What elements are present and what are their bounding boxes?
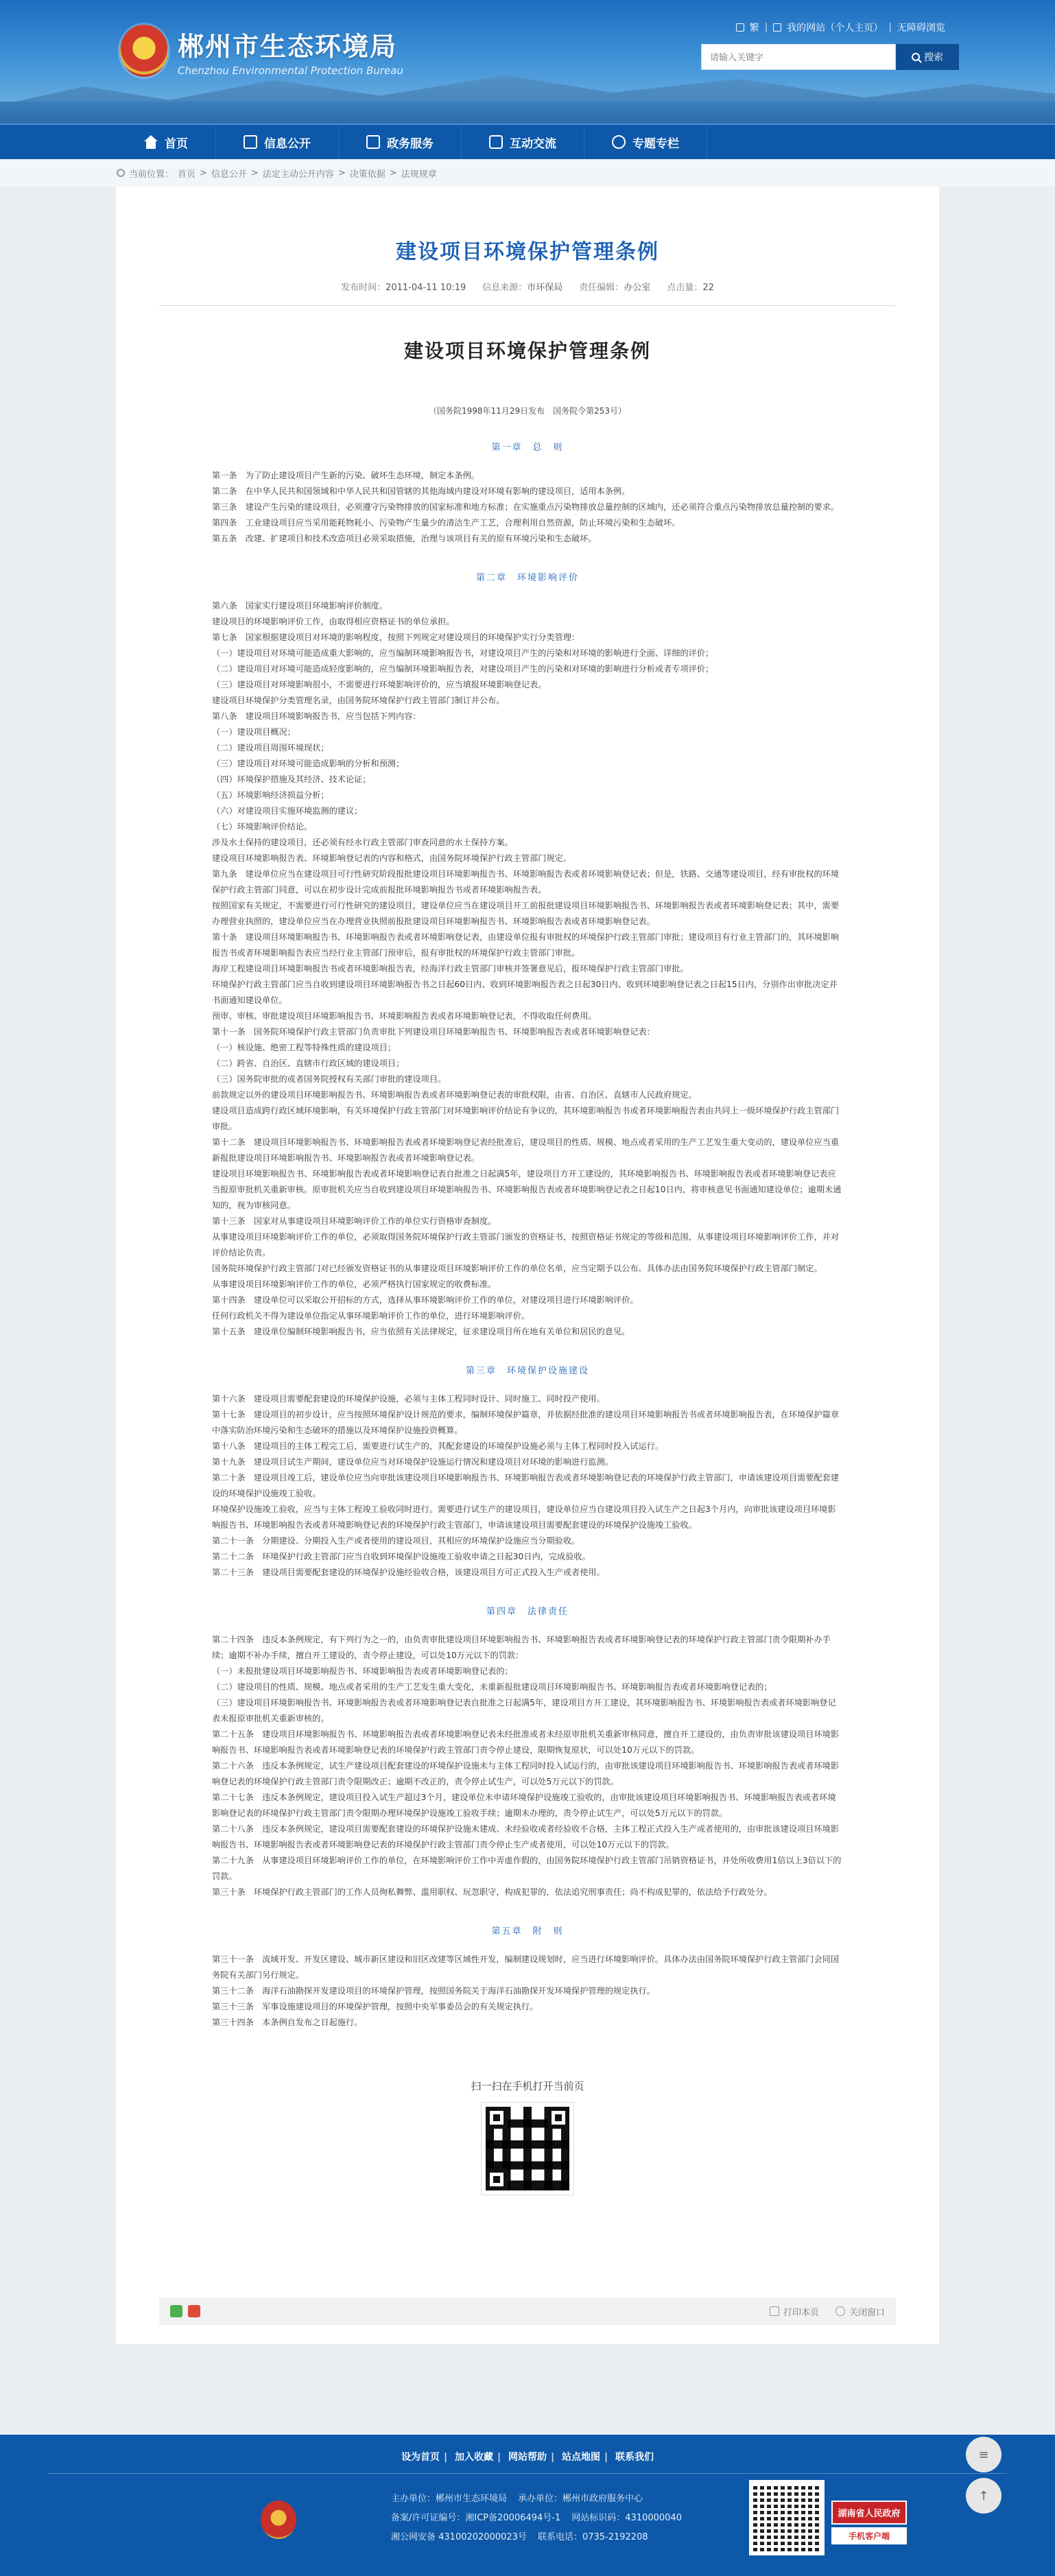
article-paragraph: 第十一条 国务院环境保护行政主管部门负责审批下列建设项目环境影响报告书、环境影响报告表或者环境影响登记表：: [212, 1027, 655, 1037]
article-paragraph: 第十条 建设项目环境影响报告书、环境影响报告表或者环境影响登记表，由建设单位报有审批权的环境保护行政主管部门审批；建设项目有行业主管部门的，其环境影响报告书或者环境影响报告表应当经行业主管部门预审后，报有审批权的环境保护行政主管部门审批。: [212, 932, 840, 958]
article-paragraph: 第三十二条 海洋石油勘探开发建设项目的环境保护管理，按照国务院关于海洋石油勘探开发环境保护管理的规定执行。: [212, 1986, 655, 1996]
footer-info: 主办单位：郴州市生态环境局 承办单位：郴州市政府服务中心 备案/许可证编号：湘ICP备20006494号-1 网站标识码：4310000040 湘公网安备 43100202000023号 联系电话：0735-2192208: [391, 2494, 682, 2542]
back-to-top-icon[interactable]: ↑: [966, 2478, 1001, 2514]
nav-interaction[interactable]: 互动交流: [462, 125, 584, 159]
article-paragraph: 从事建设项目环境影响评价工作的单位，必须取得国务院环境保护行政主管部门颁发的资格证书，按照资格证书规定的等级和范围，从事建设项目环境影响评价工作，并对评价结论负责。: [212, 1232, 840, 1257]
close-icon: [835, 2306, 845, 2316]
info-source: 市环保局: [527, 283, 563, 293]
qr-block: [116, 2079, 939, 2195]
nav-gov-service[interactable]: 政务服务: [339, 125, 462, 159]
article-paragraph: 第二十四条 违反本条例规定，有下列行为之一的，由负责审批建设项目环境影响报告书、环境影响报告表或者环境影响登记表的环境保护行政主管部门责令限期补办手续；逾期不补办手续，擅自开工建设的，责令停止建设，可以处10万元以下的罚款：: [212, 1635, 831, 1660]
article-paragraph: 第十六条 建设项目需要配套建设的环境保护设施，必须与主体工程同时设计、同时施工、同时投产使用。: [212, 1394, 605, 1404]
article-paragraph: 第二十八条 违反本条例规定，建设项目需要配套建设的环境保护设施未建成、未经验收或者经验收不合格，主体工程正式投入生产或者使用的，由审批该建设项目环境影响报告书、环境影响报告表或者环境影响登记表的环境保护行政主管部门责令停止生产或者使用，可以处10万元以下的罚款。: [212, 1824, 840, 1850]
edit-icon: [366, 135, 380, 149]
weibo-share-icon[interactable]: [188, 2305, 200, 2317]
article-paragraph: 第一条 为了防止建设项目产生新的污染、破坏生态环境，制定本条例。: [212, 471, 479, 480]
footer-links: 设为首页 | 加入收藏 | 网站帮助 | 站点地图 | 联系我们: [401, 2452, 654, 2463]
site-footer: [0, 2435, 1055, 2576]
article-paragraph: （七）环境影响评价结论。: [212, 822, 313, 831]
footer-link-contact[interactable]: 联系我们: [615, 2452, 654, 2463]
article-paragraph: （六）对建设项目实施环境监测的建议；: [212, 806, 363, 816]
article-paragraph: 任何行政机关不得为建设单位指定从事环境影响评价工作的单位，进行环境影响评价。: [212, 1311, 530, 1321]
location-icon: [117, 169, 125, 177]
qr-code-icon: [482, 2103, 573, 2195]
article-paragraph: 环境保护设施竣工验收，应当与主体工程竣工验收同时进行。需要进行试生产的建设项目，建设单位应当自建设项目投入试生产之日起3个月内，向审批该建设项目环境影响报告书、环境影响报告表或者环境影响登记表的环境保护行政主管部门，申请该建设项目需要配套建设的环境保护设施竣工验收。: [212, 1504, 836, 1530]
article-paragraph: 前款规定以外的建设项目环境影响报告书、环境影响报告表或者环境影响登记表的审批权限，由省、自治区、直辖市人民政府规定。: [212, 1090, 697, 1100]
article-paragraph: 第九条 建设单位应当在建设项目可行性研究阶段报批建设项目环境影响报告书、环境影响报告表或者环境影响登记表；但是，铁路、交通等建设项目，经有审批权的环境保护行政主管部门同意，可以在初步设计完成前报批环境影响报告书或者环境影响报告表。: [212, 869, 840, 895]
article-paragraph: （五）环境影响经济损益分析；: [212, 790, 329, 800]
site-name: 郴州市生态环境局: [178, 30, 398, 62]
article-paragraph: （一）核设施、绝密工程等特殊性质的建设项目；: [212, 1043, 396, 1052]
article-paragraph: 第三十四条 本条例自发布之日起施行。: [212, 2018, 363, 2027]
site-header: [0, 0, 1055, 123]
article-container: [116, 187, 939, 2344]
article-paragraph: 第二十六条 违反本条例规定，试生产建设项目配套建设的环境保护设施未与主体工程同时投入试运行的，由审批该建设项目环境影响报告书、环境影响报告表或者环境影响登记表的环境保护行政主管部门责令限期改正；逾期不改正的，责令停止试生产，可以处5万元以下的罚款。: [212, 1761, 840, 1786]
article-paragraph: 第二条 在中华人民共和国领域和中华人民共和国管辖的其他海域内建设对环境有影响的建设项目，适用本条例。: [212, 486, 630, 496]
party-gov-badge-icon[interactable]: [261, 2501, 296, 2539]
article-title: 建设项目环境保护管理条例: [396, 240, 659, 264]
article-paragraph: （二）建设项目周围环境现状；: [212, 743, 329, 753]
main-nav: [0, 123, 1055, 159]
site-name-en: Chenzhou Environmental Protection Bureau: [178, 64, 403, 77]
nav-home[interactable]: 首页: [117, 125, 216, 159]
share-icon[interactable]: ≡: [966, 2437, 1001, 2472]
article-paragraph: 涉及水土保持的建设项目，还必须有经水行政主管部门审查同意的水土保持方案。: [212, 838, 513, 847]
breadcrumb-item[interactable]: 法规规章: [401, 169, 437, 180]
article-paragraph: 第十三条 国家对从事建设项目环境影响评价工作的单位实行资格审查制度。: [212, 1216, 497, 1226]
article-body: [212, 336, 843, 2031]
chapter-title: 第三章 环境保护设施建设: [465, 1366, 589, 1376]
print-button[interactable]: 打印本页: [770, 2305, 819, 2318]
article-paragraph: 第十五条 建设单位编制环境影响报告书，应当依照有关法律规定，征求建设项目所在地有关单位和居民的意见。: [212, 1327, 630, 1336]
article-paragraph: 建设项目造成跨行政区域环境影响，有关环境保护行政主管部门对环境影响评价结论有争议的，其环境影响报告书或者环境影响报告表由共同上一级环境保护行政主管部门审批。: [212, 1106, 840, 1131]
breadcrumb: 当前位置： 首页 > 信息公开 > 法定主动公开内容 > 决策依据 > 法规规章: [0, 159, 1055, 187]
breadcrumb-item[interactable]: 首页: [178, 169, 196, 180]
breadcrumb-item[interactable]: 信息公开: [211, 169, 247, 180]
divider: [159, 305, 896, 306]
hunan-gov-app-badge[interactable]: 湖南省人民政府 手机客户端: [831, 2501, 907, 2544]
search-button[interactable]: 搜索: [896, 44, 959, 70]
article-paragraph: 第二十七条 违反本条例规定，建设项目投入试生产超过3个月，建设单位未申请环境保护设施竣工验收的，由审批该建设项目环境影响报告书、环境影响报告表或者环境影响登记表的环境保护行政主管部门责令限期办理环境保护设施竣工验收手续；逾期未办理的，责令停止试生产，可以处5万元以下的罚款。: [212, 1793, 836, 1818]
article-paragraph: 第四条 工业建设项目应当采用能耗物耗小、污染物产生量少的清洁生产工艺，合理利用自然资源，防止环境污染和生态破坏。: [212, 518, 680, 528]
article-paragraph: 第二十条 建设项目竣工后，建设单位应当向审批该建设项目环境影响报告书、环境影响报告表或者环境影响登记表的环境保护行政主管部门，申请该建设项目需要配套建设的环境保护设施竣工验收。: [212, 1473, 840, 1498]
national-emblem-icon: [120, 25, 168, 77]
article-paragraph: 第十二条 建设项目环境影响报告书、环境影响报告表或者环境影响登记表经批准后，建设项目的性质、规模、地点或者采用的生产工艺发生重大变动的，建设单位应当重新报批建设项目环境影响报告书、环境影响报告表或者环境影响登记表。: [212, 1137, 840, 1163]
article-paragraph: （一）建设项目概况；: [212, 727, 296, 737]
footer-link-favorite[interactable]: 加入收藏: [455, 2452, 493, 2463]
close-window-button[interactable]: 关闭窗口: [835, 2305, 885, 2318]
article-paragraph: 第十七条 建设项目的初步设计，应当按照环境保护设计规范的要求，编制环境保护篇章，并依据经批准的建设项目环境影响报告书或者环境影响报告表，在环境保护篇章中落实防治环境污染和生态破坏的措施以及环境保护设施投资概算。: [212, 1410, 840, 1435]
footer-link-homepage[interactable]: 设为首页: [401, 2452, 440, 2463]
wechat-share-icon[interactable]: [170, 2305, 182, 2317]
traditional-link[interactable]: 繁: [749, 23, 759, 34]
doc-title: 建设项目环境保护管理条例: [403, 340, 651, 362]
site-logo[interactable]: [120, 25, 403, 77]
chapter-title: 第四章 法律责任: [486, 1607, 569, 1617]
chapters: [212, 440, 843, 2031]
home-icon: [144, 135, 158, 149]
chat-icon: [489, 135, 503, 149]
footer-link-help[interactable]: 网站帮助: [508, 2452, 547, 2463]
article-paragraph: 第二十一条 分期建设、分期投入生产或者使用的建设项目，其相应的环境保护设施应当分期验收。: [212, 1536, 580, 1546]
article-paragraph: 第十九条 建设项目试生产期间，建设单位应当对环境保护设施运行情况和建设项目对环境的影响进行监测。: [212, 1457, 613, 1467]
article-paragraph: 第三十条 环境保护行政主管部门的工作人员徇私舞弊、滥用职权、玩忽职守，构成犯罪的，依法追究刑事责任；尚不构成犯罪的，依法给予行政处分。: [212, 1887, 772, 1897]
user-icon: [773, 23, 781, 32]
footer-qr-code-icon: [749, 2480, 825, 2555]
article-paragraph: 第八条 建设项目环境影响报告书，应当包括下列内容：: [212, 711, 421, 721]
nav-topics[interactable]: 专题专栏: [584, 125, 707, 159]
article-paragraph: 建设项目的环境影响评价工作，由取得相应资格证书的单位承担。: [212, 617, 455, 626]
article-toolbar: [159, 2297, 896, 2325]
topic-icon: [612, 135, 626, 149]
search-icon: [912, 53, 920, 61]
chapter-title: 第一章 总 则: [491, 442, 564, 453]
article-paragraph: （三）建设项目对环境影响很小，不需要进行环境影响评价的，应当填报环境影响登记表。: [212, 680, 547, 689]
breadcrumb-item[interactable]: 法定主动公开内容: [262, 169, 334, 180]
chapter-title: 第二章 环境影响评价: [475, 573, 579, 583]
search-box: [701, 44, 959, 70]
article-paragraph: （一）未报批建设项目环境影响报告书、环境影响报告表或者环境影响登记表的；: [212, 1666, 513, 1676]
article-paragraph: 第十八条 建设项目的主体工程完工后，需要进行试生产的，其配套建设的环境保护设施必须与主体工程同时投入试运行。: [212, 1441, 664, 1451]
traditional-icon: [736, 23, 744, 32]
editor: 办公室: [624, 283, 651, 293]
article-paragraph: 第三十三条 军事设施建设项目的环境保护管理，按照中央军事委员会的有关规定执行。: [212, 2002, 538, 2011]
qr-label: 扫一扫在手机打开当前页: [471, 2080, 584, 2092]
accessibility-link[interactable]: 无障碍浏览: [897, 23, 945, 34]
nav-info-public[interactable]: 信息公开: [216, 125, 339, 159]
article-paragraph: （三）国务院审批的或者国务院授权有关部门审批的建设项目。: [212, 1074, 447, 1084]
article-paragraph: 第七条 国家根据建设项目对环境的影响程度，按照下列规定对建设项目的环境保护实行分类管理：: [212, 633, 580, 642]
chapter-title: 第五章 附 则: [491, 1926, 564, 1937]
breadcrumb-item[interactable]: 决策依据: [349, 169, 386, 180]
article-paragraph: （一）建设项目对环境可能造成重大影响的，应当编制环境影响报告书，对建设项目产生的污染和对环境的影响进行全面、详细的评价；: [212, 648, 714, 658]
article-paragraph: 第二十二条 环境保护行政主管部门应当自收到环境保护设施竣工验收申请之日起30日内，完成验收。: [212, 1552, 591, 1561]
article-paragraph: 第二十三条 建设项目需要配套建设的环境保护设施经验收合格，该建设项目方可正式投入生产或者使用。: [212, 1568, 605, 1577]
article-paragraph: 第六条 国家实行建设项目环境影响评价制度。: [212, 601, 388, 611]
article-paragraph: 第二十九条 从事建设项目环境影响评价工作的单位，在环境影响评价工作中弄虚作假的，由国务院环境保护行政主管部门吊销资格证书，并处所收费用1倍以上3倍以下的罚款。: [212, 1856, 842, 1881]
article-paragraph: 第三条 建设产生污染的建设项目，必须遵守污染物排放的国家标准和地方标准；在实施重点污染物排放总量控制的区域内，还必须符合重点污染物排放总量控制的要求。: [212, 502, 840, 512]
document-icon: [244, 135, 257, 149]
article-paragraph: 按照国家有关规定，不需要进行可行性研究的建设项目，建设单位应当在建设项目开工前报批建设项目环境影响报告书、环境影响报告表或者环境影响登记表；其中，需要办理营业执照的，建设单位应当在办理营业执照前报批建设项目环境影响报告书、环境影响报告表或者环境影响登记表。: [212, 901, 840, 926]
article-paragraph: 第三十一条 流域开发、开发区建设、城市新区建设和旧区改建等区域性开发，编制建设规划时，应当进行环境影响评价。具体办法由国务院环境保护行政主管部门会同国务院有关部门另行规定。: [212, 1954, 840, 1980]
doc-subtitle: （国务院1998年11月29日发布 国务院令第253号）: [429, 406, 626, 416]
article-paragraph: （二）建设项目的性质、规模、地点或者采用的生产工艺发生重大变化，未重新报批建设项目环境影响报告书、环境影响报告表或者环境影响登记表的；: [212, 1682, 772, 1692]
article-paragraph: 预审、审核、审批建设项目环境影响报告书、环境影响报告表或者环境影响登记表，不得收取任何费用。: [212, 1011, 597, 1021]
article-paragraph: （三）建设项目对环境可能造成影响的分析和预测；: [212, 759, 405, 768]
footer-link-sitemap[interactable]: 站点地图: [562, 2452, 600, 2463]
top-links: 繁 | 我的网站（个人主页） | 无障碍浏览: [736, 21, 945, 34]
article-paragraph: 国务院环境保护行政主管部门对已经颁发资格证书的从事建设项目环境影响评价工作的单位名单，应当定期予以公布。具体办法由国务院环境保护行政主管部门制定。: [212, 1264, 822, 1273]
article-paragraph: 建设项目环境影响报告表、环境影响登记表的内容和格式，由国务院环境保护行政主管部门规定。: [212, 853, 572, 863]
publish-time: 2011-04-11 10:19: [386, 283, 466, 293]
share-buttons: [170, 2305, 200, 2317]
article-paragraph: 第十四条 建设单位可以采取公开招标的方式，选择从事环境影响评价工作的单位，对建设项目进行环境影响评价。: [212, 1295, 639, 1305]
print-icon: [770, 2306, 779, 2316]
article-paragraph: 海岸工程建设项目环境影响报告书或者环境影响报告表，经海洋行政主管部门审核并签署意见后，报环境保护行政主管部门审批。: [212, 964, 689, 973]
article-paragraph: 建设项目环境保护分类管理名录，由国务院环境保护行政主管部门制订并公布。: [212, 696, 505, 705]
article-paragraph: （二）建设项目对环境可能造成轻度影响的，应当编制环境影响报告表，对建设项目产生的污染和对环境的影响进行分析或者专项评价；: [212, 664, 714, 674]
article-paragraph: 环境保护行政主管部门应当自收到建设项目环境影响报告书之日起60日内、收到环境影响报告表之日起30日内、收到环境影响登记表之日起15日内，分别作出审批决定并书面通知建设单位。: [212, 980, 838, 1005]
footer-divider: [48, 2473, 1007, 2474]
article-paragraph: （二）跨省、自治区、直辖市行政区域的建设项目；: [212, 1059, 405, 1068]
article-paragraph: 从事建设项目环境影响评价工作的单位，必须严格执行国家规定的收费标准。: [212, 1279, 497, 1289]
article-paragraph: （四）环境保护措施及其经济、技术论证；: [212, 775, 371, 784]
hit-count: 22: [702, 283, 714, 293]
article-paragraph: 建设项目环境影响报告书、环境影响报告表或者环境影响登记表自批准之日起满5年，建设项目方开工建设的，其环境影响报告书、环境影响报告表或者环境影响登记表应当报原审批机关重新审核。原审批机关应当自收到建设项目环境影响报告书、环境影响报告表或者环境影响登记表之日起10日内，将审核意见书面通知建设单位；逾期未通知的，视为审核同意。: [212, 1169, 842, 1210]
side-tools: [966, 2437, 1001, 2514]
article-paragraph: 第五条 改建、扩建项目和技术改造项目必须采取措施，治理与该项目有关的原有环境污染和生态破坏。: [212, 534, 597, 543]
article-meta: 发布时间：2011-04-11 10:19 信息来源：市环保局 责任编辑：办公室 点击量：22: [341, 283, 714, 293]
article-paragraph: 第二十五条 建设项目环境影响报告书、环境影响报告表或者环境影响登记表未经批准或者未经原审批机关重新审核同意，擅自开工建设的，由负责审批该建设项目环境影响报告书、环境影响报告表或者环境影响登记表的环境保护行政主管部门责令停止建设，限期恢复原状，可以处10万元以下的罚款。: [212, 1729, 840, 1755]
header-water: [0, 102, 1055, 123]
article-paragraph: （三）建设项目环境影响报告书、环境影响报告表或者环境影响登记表自批准之日起满5年，建设项目方开工建设，其环境影响报告书、环境影响报告表或者环境影响登记表未报原审批机关重新审核的。: [212, 1698, 836, 1723]
my-site-link[interactable]: 我的网站（个人主页）: [787, 23, 884, 34]
search-input[interactable]: [701, 44, 896, 70]
